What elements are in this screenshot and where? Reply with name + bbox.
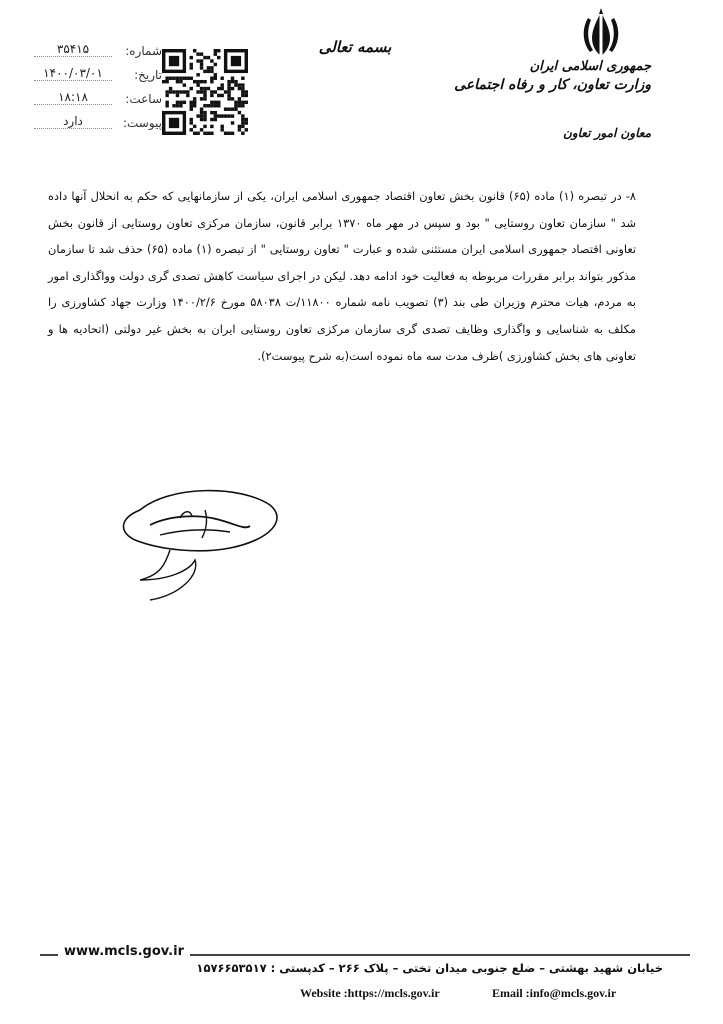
handwritten-signature	[110, 480, 285, 620]
letter-body	[48, 183, 636, 369]
meta-time-row	[34, 88, 162, 112]
date-value: ۱۴۰۰/۰۳/۰۱	[34, 66, 112, 81]
time-label: ساعت:	[125, 92, 162, 106]
attachment-value: دارد	[34, 114, 112, 129]
ministry-name: وزارت تعاون، کار و رفاه اجتماعی	[454, 77, 651, 93]
meta-number-row	[34, 40, 162, 64]
country-name: جمهوری اسلامی ایران	[529, 59, 651, 74]
ministry-title	[431, 58, 651, 95]
time-value: ۱۸:۱۸	[34, 90, 112, 105]
basmala: بسمه تعالی	[318, 38, 392, 56]
footer-email-link[interactable]: Email :info@mcls.gov.ir	[492, 986, 617, 1000]
deputy-title: معاون امور تعاون	[563, 126, 651, 140]
date-label: تاریخ:	[134, 68, 162, 82]
number-label: شماره:	[125, 44, 162, 58]
iran-emblem-icon	[578, 8, 624, 60]
attachment-label: پیوست:	[122, 116, 162, 130]
body-paragraph: ۸- در تبصره (۱) ماده (۶۵) قانون بخش تعاون اقتصاد جمهوری اسلامی ایران، یکی از سازمانهایی که حکم به انحلال آنها داده شد " سازمان تعاون روستایی " بود و سپس در مهر ماه ۱۳۷۰ برابر قانون، سازمان مرکزی تعاون روستایی از قانون بخش تعاونی اقتصاد جمهوری اسلامی ایران مستثنی شده و عبارت " تعاون روستایی " از تبصره (۱) ماده (۶۵) حذف شد تا سازمان مذکور بتواند برابر مقررات مربوطه به فعالیت خود ادامه دهد. لیکن در اجرای سیاست کاهش تصدی گری دولت وواگذاری امور به مردم، هیات محترم وزیران طی بند (۳) تصویب نامه شماره ۱۱۸۰۰/ت ۵۸۰۳۸ مورخ ۱۴۰۰/۲/۶ وزارت جهاد کشاورزی را مکلف به شناسایی و واگذاری وظایف تصدی گری سازمان مرکزی تعاون روستایی ایران به بخش غیر دولتی (اتحادیه ها و تعاونی های بخش کشاورزی )ظرف مدت سه ماه نموده است(به شرح پیوست۲).	[48, 189, 637, 363]
meta-attachment-row	[34, 112, 162, 136]
footer-website-link[interactable]: Website :https://mcls.gov.ir	[300, 986, 440, 1000]
qr-code-icon	[162, 40, 248, 144]
number-value: ۳۵۴۱۵	[34, 42, 112, 57]
footer-website-short[interactable]: www.mcls.gov.ir	[58, 944, 190, 959]
footer-address: خیابان شهید بهشتی – ضلع جنوبی میدان تختی – پلاک ۲۶۶ – کدپستی : ۱۵۷۶۶۵۳۵۱۷	[196, 961, 663, 975]
meta-date-row	[34, 64, 162, 88]
letter-meta	[34, 40, 162, 136]
